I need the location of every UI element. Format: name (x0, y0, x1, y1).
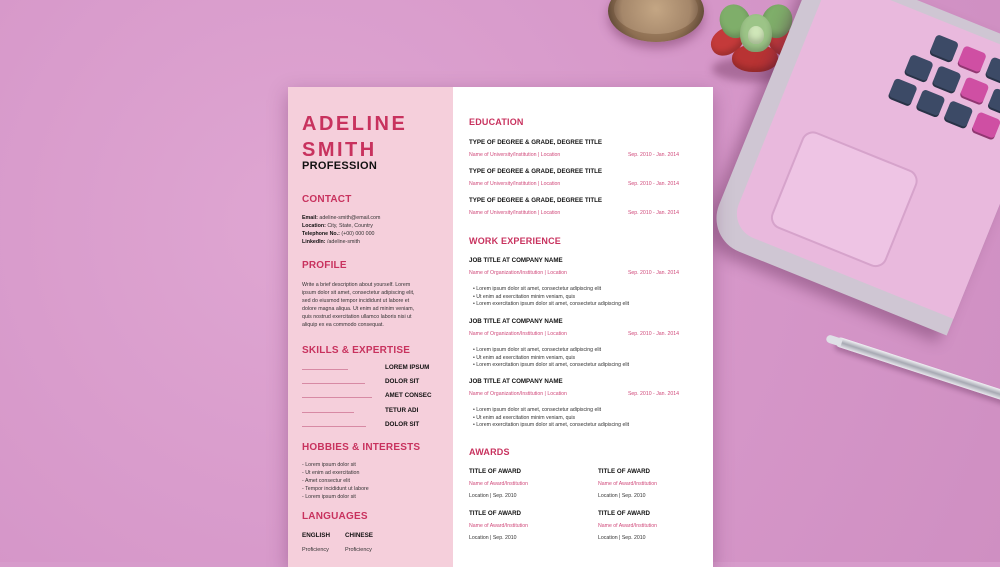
job-bullets: • Lorem ipsum dolor sit amet, consectetur adipiscing elit • Ut enim ad exercitation minim veniam, quis • Lorem exercitation ipsum dolor sit amet, consectetur adipiscing elit (473, 286, 630, 308)
contact-heading: CONTACT (302, 194, 352, 205)
skill-row: AMET CONSEC (302, 392, 442, 402)
skill-row: DOLOR SIT (302, 421, 442, 431)
last-name: SMITH (302, 139, 377, 161)
hobbies-heading: HOBBIES & INTERESTS (302, 442, 421, 453)
award-item: TITLE OF AWARD Name of Award/Institution Location | Sep. 2010 (598, 510, 658, 541)
skill-row: TETUR ADI (302, 407, 442, 417)
award-item: TITLE OF AWARD Name of Award/Institution Location | Sep. 2010 (598, 468, 658, 499)
language-item: ENGLISH Proficiency (302, 532, 330, 553)
profession: PROFESSION (302, 160, 378, 172)
job-bullets: • Lorem ipsum dolor sit amet, consectetur adipiscing elit • Ut enim ad exercitation minim veniam, quis • Lorem exercitation ipsum dolor sit amet, consectetur adipiscing elit (473, 407, 630, 429)
experience-heading: WORK EXPERIENCE (469, 236, 562, 246)
profile-text: Write a brief description about yourself. Lorem ipsum dolor sit amet, consectetur adipiscing elit, sed do eiusmod tempor incididunt ut labore et dolore magna aliqua. Ut enim ad minim veniam, quis nostrud exercitation ullamco laboris nisi ut aliquip ex ea commodo consequat. (302, 282, 415, 328)
contact-details: Email: adeline-smith@email.com Location: City, State, Country Telephone No.: (+00) 000 000 LinkedIn: /adeline-smith (302, 215, 381, 245)
job-item: JOB TITLE AT COMPANY NAME Name of Organization/Institution | Location Sep. 2010 - Jan. 2014 (469, 318, 679, 337)
hobbies-list: - Lorem ipsum dolor sit - Ut enim ad exercitation - Amet consectur elit - Tempor incididunt ut labore - Lorem ipsum dolor sit (302, 462, 369, 500)
first-name: ADELINE (302, 113, 408, 135)
languages-heading: LANGUAGES (302, 511, 368, 522)
candidate-name (302, 111, 407, 163)
resume-main (453, 87, 713, 567)
education-item: TYPE OF DEGREE & GRADE, DEGREE TITLE Name of University/Institution | Location Sep. 2010 - Jan. 2014 (469, 168, 679, 187)
award-item: TITLE OF AWARD Name of Award/Institution Location | Sep. 2010 (469, 510, 529, 541)
skill-row: LOREM IPSUM (302, 364, 442, 374)
skills-heading: SKILLS & EXPERTISE (302, 345, 411, 356)
job-item: JOB TITLE AT COMPANY NAME Name of Organization/Institution | Location Sep. 2010 - Jan. 2014 (469, 378, 679, 397)
language-item: CHINESE Proficiency (345, 532, 373, 553)
resume-page (288, 87, 713, 567)
job-bullets: • Lorem ipsum dolor sit amet, consectetur adipiscing elit • Ut enim ad exercitation minim veniam, quis • Lorem exercitation ipsum dolor sit amet, consectetur adipiscing elit (473, 347, 630, 369)
awards-heading: AWARDS (469, 447, 510, 457)
profile-heading: PROFILE (302, 260, 347, 271)
education-item: TYPE OF DEGREE & GRADE, DEGREE TITLE Name of University/Institution | Location Sep. 2010 - Jan. 2014 (469, 139, 679, 158)
education-item: TYPE OF DEGREE & GRADE, DEGREE TITLE Name of University/Institution | Location Sep. 2010 - Jan. 2014 (469, 197, 679, 216)
award-item: TITLE OF AWARD Name of Award/Institution Location | Sep. 2010 (469, 468, 529, 499)
resume-sidebar (288, 87, 453, 567)
job-item: JOB TITLE AT COMPANY NAME Name of Organization/Institution | Location Sep. 2010 - Jan. 2014 (469, 257, 679, 276)
education-heading: EDUCATION (469, 117, 524, 127)
skill-row: DOLOR SIT (302, 378, 442, 388)
